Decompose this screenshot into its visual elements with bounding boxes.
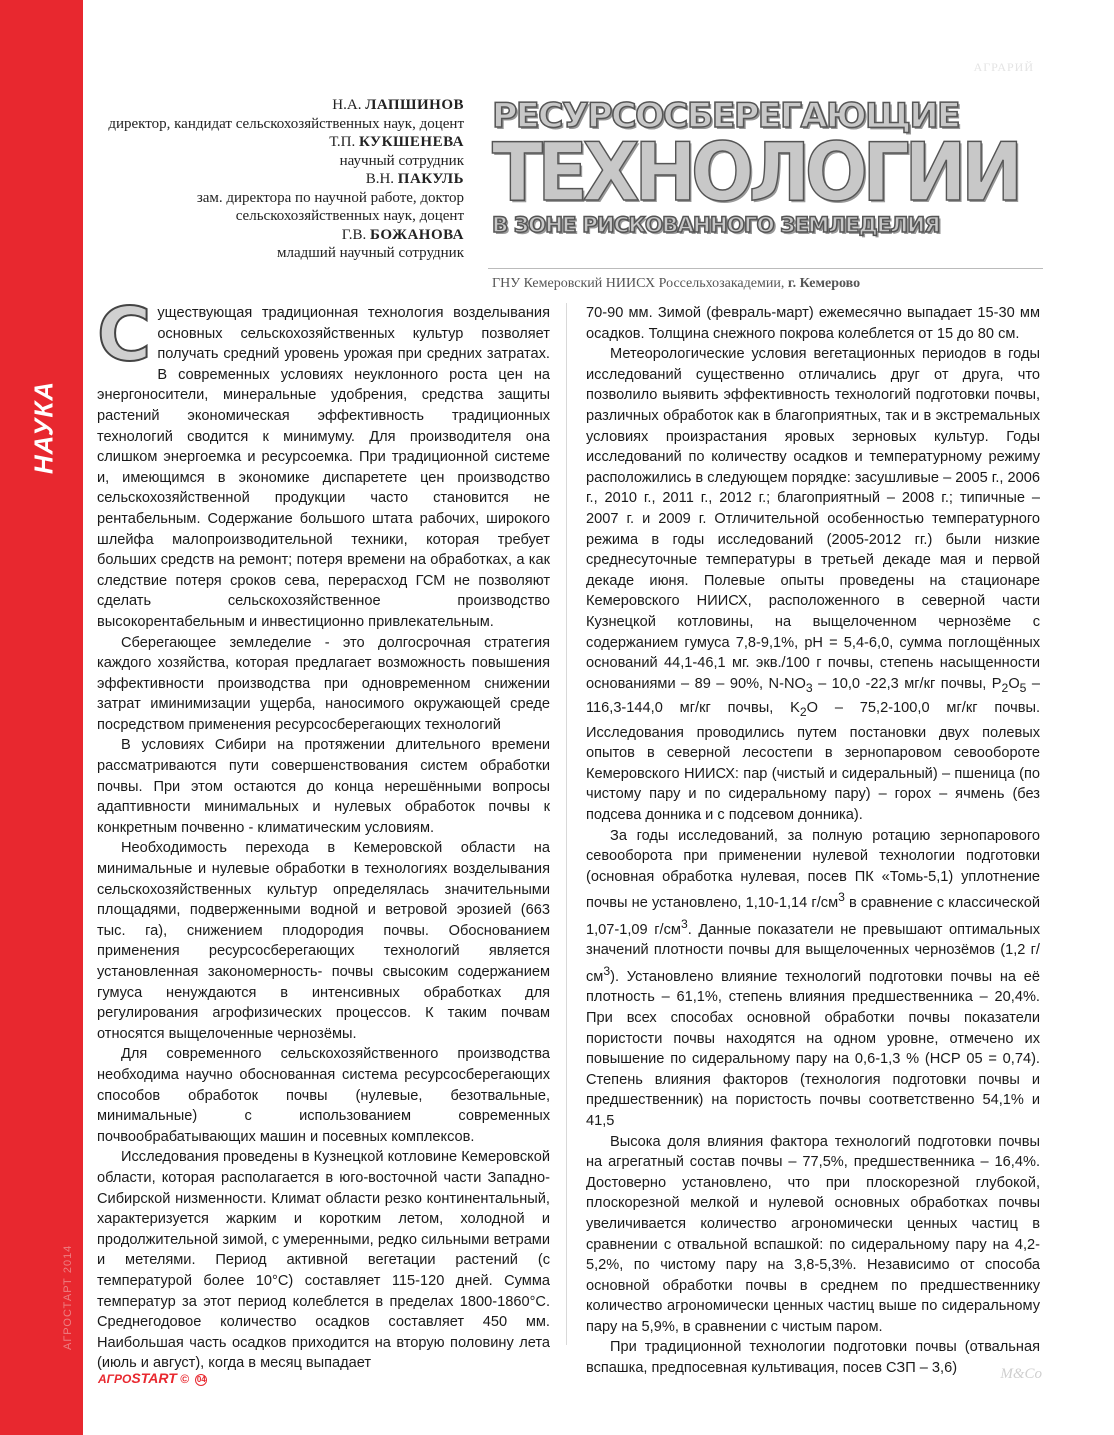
text-run: . Данные показатели не превышают оптимальных значений плотности почвы для выщелоченных чернозёмов (1,2 г/см — [586, 921, 1040, 985]
paragraph: 70-90 мм. Зимой (февраль-март) ежемесячно выпадает 15-30 мм осадков. Толщина снежного покрова колеблется от 15 до 80 см. — [586, 305, 1040, 342]
text-run: O – 75,2-100,0 мг/кг почвы. Исследования проводились путем постановки двух полевых опытов в северной лесостепи в зернопаровом севообороте Кемеровского НИИСХ: пар (чистый и сидеральный) – пшеница (по чистому пару и по сидеральному пару) – горох – ячмень (без подсева донника и с подсевом донника). — [586, 700, 1041, 824]
paragraph: Необходимость перехода в Кемеровской области на минимальные и нулевые обработки в технологиях возделывания сельскохозяйственных культур определялась значительными площадями, подверженными водной и ветровой эрозией (663 тыс. га), снижением плодородия почвы. Обоснованием применения ресурсосберегающих технологий является установленная закономерность- почвы свысоким содержанием гумуса ненуждаются в интенсивных обработках для регулирования агрофизических процессов. К таким почвам относятся выщелоченные чернозёмы. — [97, 840, 550, 1042]
copyright-icon: © — [180, 1372, 189, 1386]
title-line-3: В ЗОНЕ РИСКОВАННОГО ЗЕМЛЕДЕЛИЯ — [492, 213, 940, 237]
paragraph: При традиционной технологии подготовки почвы (отвальная вспашка, предпосевная культивация, посев СЗП – 3,6) — [586, 1339, 1040, 1377]
subscript: 5 — [1019, 680, 1027, 695]
paragraph-text: уществующая традиционная технология возделывания основных сельскохозяйственных культур позволяет получать средний уровень урожая при средних затратах. В современных условиях неуклонного роста цен на энергоносители, минеральные удобрения, средства защиты растений экономическая эффективность традиционных технологий сводится к минимуму. Для производителя она слишком энергоемка и ресурсоемка. При традиционной системе и, имеющимся в экономике диспаретете цен производство сельскохозяйственной продукции часто становится не рентабельным. Содержание большого штата рабочих, широкого шлейфа малопроизводительной техники, которая требует больших средств на ремонт; потеря времени на обработках, а как следствие потеря сроков сева, перерасход ГСМ не позволяют сделать сельскохозяйственное производство высокорентабельным и инвестиционно привлекательным. — [97, 305, 550, 630]
paragraph: Высока доля влияния фактора технологий подготовки почвы на агрегатный состав почвы – 77,5%, предшественника – 16,4%. Достоверно установлено, что при плоскорезной глубокой, плоскорезной мелкой и нулевой основных обработках почвы увеличивается количество агрономически ценных частиц в сравнении с отвальной вспашкой: по сидеральному пару на 4,2-5,2%, по чистому пару на 3,8-5,3%. Независимо от способа основной обработки почвы в среднем по предшественнику количество агрономически ценных частиц выше по сидеральному пару на 5,9%, в сравнении с чистым паром. — [586, 1133, 1040, 1335]
section-sidebar — [0, 0, 83, 1435]
column-divider — [566, 303, 567, 1345]
author-initials: В.Н. — [365, 171, 398, 187]
author-4 — [84, 226, 464, 245]
affiliation-city: г. Кемерово — [787, 276, 861, 291]
author-initials: Т.П. — [329, 134, 359, 150]
authors-block — [84, 96, 464, 263]
author-surname: БОЖАНОВА — [370, 226, 464, 243]
paragraph — [97, 292, 550, 633]
title-divider — [488, 268, 1043, 269]
issue-number-badge: 04 — [196, 1374, 206, 1384]
text-run: Метеорологические условия вегетационных периодов в годы исследований существенно отличались друг от друга, что позволило выявить эффективность технологий подготовки почвы, различных обработок как в благоприятных, так и в экстремальных условиях произрастания яровых зерновых культур. Годы исследований по количеству осадков и температурному режиму расположились в следующем порядке: засушливые – 2005 г., 2006 г., 2010 г., 2011 г., 2012 г.; благоприятный – 2008 г.; типичные – 2007 г. и 2009 г. Отличительной особенностью температурного режима в годы исследований (2005-2012 гг.) были низкие среднесуточные температуры в третьей декаде мая и первой декаде июня. Полевые опыты проведены на стационаре Кемеровского НИИСХ, расположенного в северной части Кузнецкой котловины, на выщелоченном чернозёме с содержанием гумуса 7,8-9,1%, pH = 5,4-6,0, сумма поглощённых оснований 44,1-46,1 мг. экв./100 г почвы, степень насыщенности основаниями – 89 – 90%, N-NO — [586, 346, 1040, 692]
author-2 — [84, 133, 464, 152]
author-initials: Г.В. — [341, 226, 370, 243]
superscript: 3 — [680, 916, 688, 931]
brand-start: START — [131, 1370, 177, 1386]
paragraph — [586, 344, 1040, 825]
author-role: младший научный сотрудник — [276, 245, 464, 261]
author-initials: Н.А. — [332, 97, 366, 113]
affiliation-org: ГНУ Кемеровский НИИСХ Россельхозакадемии, — [492, 276, 788, 291]
paragraph: Исследования проведены в Кузнецкой котловине Кемеровской области, которая располагается в юго-восточной части Западно-Сибирской низменности. Климат области резко континентальный, характеризуется жарким и коротким летом, холодной и продолжительной зимой, с умеренными, редко сильными ветрами и метелями. Период активной вегетации растений (с температурой более 10°С) составляет 115-120 дней. Сумма температур за этот период колеблется в пределах 1800-1860°С. Среднегодовое количество осадков составляет 450 мм. Наибольшая часть осадков приходится на вторую половину лета (июль и август), когда в месяц выпадает — [97, 1149, 550, 1372]
superscript: 3 — [603, 963, 611, 978]
paragraph: В условиях Сибири на протяжении длительного времени рассматриваются пути совершенствования систем обработки почвы. При этом остаются до конца нерешёнными вопросы адаптивности минимальных и нулевых обработок почвы к конкретным почвенно - климатическим условиям. — [97, 737, 550, 836]
drop-cap: С — [97, 292, 152, 378]
affiliation — [492, 276, 1042, 292]
author-surname: КУКШЕНЕВА — [358, 134, 464, 150]
title-line-1: РЕСУРСОСБЕРЕГАЮЩИЕ — [492, 96, 960, 136]
author-surname: ЛАПШИНОВ — [365, 97, 464, 113]
author-role: директор, кандидат сельскохозяйственных наук, доцент — [108, 115, 464, 132]
author-surname: ПАКУЛЬ — [397, 171, 464, 187]
text-run: ). Установлено влияние технологий подготовки почвы на её плотность – 61,1%, степень влияния предшественника – 20,4%. При всех способах основной обработки почвы показатели пористости почвы находятся на одном уровне, отмечено их повышение по сидеральному пару на 0,6-1,3 % (НСР 05 = 0,74). Степень влияния факторов (технология подготовки почвы и предшественник) на пористость почвы соответственно 54,1% и 41,5 — [586, 968, 1040, 1129]
paragraph — [586, 826, 1040, 1132]
header-watermark: АГРАРИЙ — [973, 60, 1034, 74]
text-column-left — [97, 292, 550, 1374]
article-title — [492, 96, 1042, 240]
section-label: НАУКА — [28, 380, 59, 475]
text-run: – 116,3-144,0 мг/кг почвы, K — [586, 675, 1041, 717]
text-run: За годы исследований, за полную ротацию зернопарового севооборота при применении нулевой технологии подготовки (основная обработка нулевая, посев ПК «Томь-5,1) уплотнение почвы не установлено, 1,10-1,14 г/см — [586, 827, 1040, 912]
text-run: O — [1008, 675, 1020, 692]
footer-signature: M&Co — [1000, 1366, 1042, 1382]
text-run: в сравнение с классической 1,07-1,09 г/см — [586, 895, 1040, 938]
author-role: зам. директора по научной работе, доктор сельскохозяйственных наук, доцент — [196, 189, 464, 224]
author-role: научный сотрудник — [339, 152, 464, 169]
text-column-right — [586, 303, 1040, 1379]
superscript: 3 — [838, 890, 845, 905]
author-3 — [84, 170, 464, 189]
paragraph: Для современного сельскохозяйственного производства необходима научно обоснованная система ресурсосберегающих способов обработок почвы (нулевые, безотвальные, минимальные) с использованием современных почвообрабатывающих машин и посевных комплексов. — [97, 1046, 550, 1145]
brand-agro: АГРО — [98, 1372, 132, 1386]
subscript: 2 — [799, 705, 807, 720]
footer-brand — [98, 1370, 207, 1386]
title-line-2: ТЕХНОЛОГИИ — [492, 126, 1018, 219]
subscript: 2 — [1001, 680, 1009, 695]
subscript: 3 — [805, 680, 813, 695]
text-run: – 10,0 -22,3 мг/кг почвы, P — [812, 675, 1002, 692]
author-1 — [84, 96, 464, 115]
vertical-issue-label: АГРОСТАРТ 2014 — [62, 1244, 74, 1350]
paragraph: Сберегающее земледелие - это долгосрочная стратегия каждого хозяйства, которая предлагает возможность повышения эффективности производства при одновременном снижении затрат иминимизации ущерба, наносимого окружающей среде посредством применения ресурсосберегающих технологий — [97, 634, 550, 733]
